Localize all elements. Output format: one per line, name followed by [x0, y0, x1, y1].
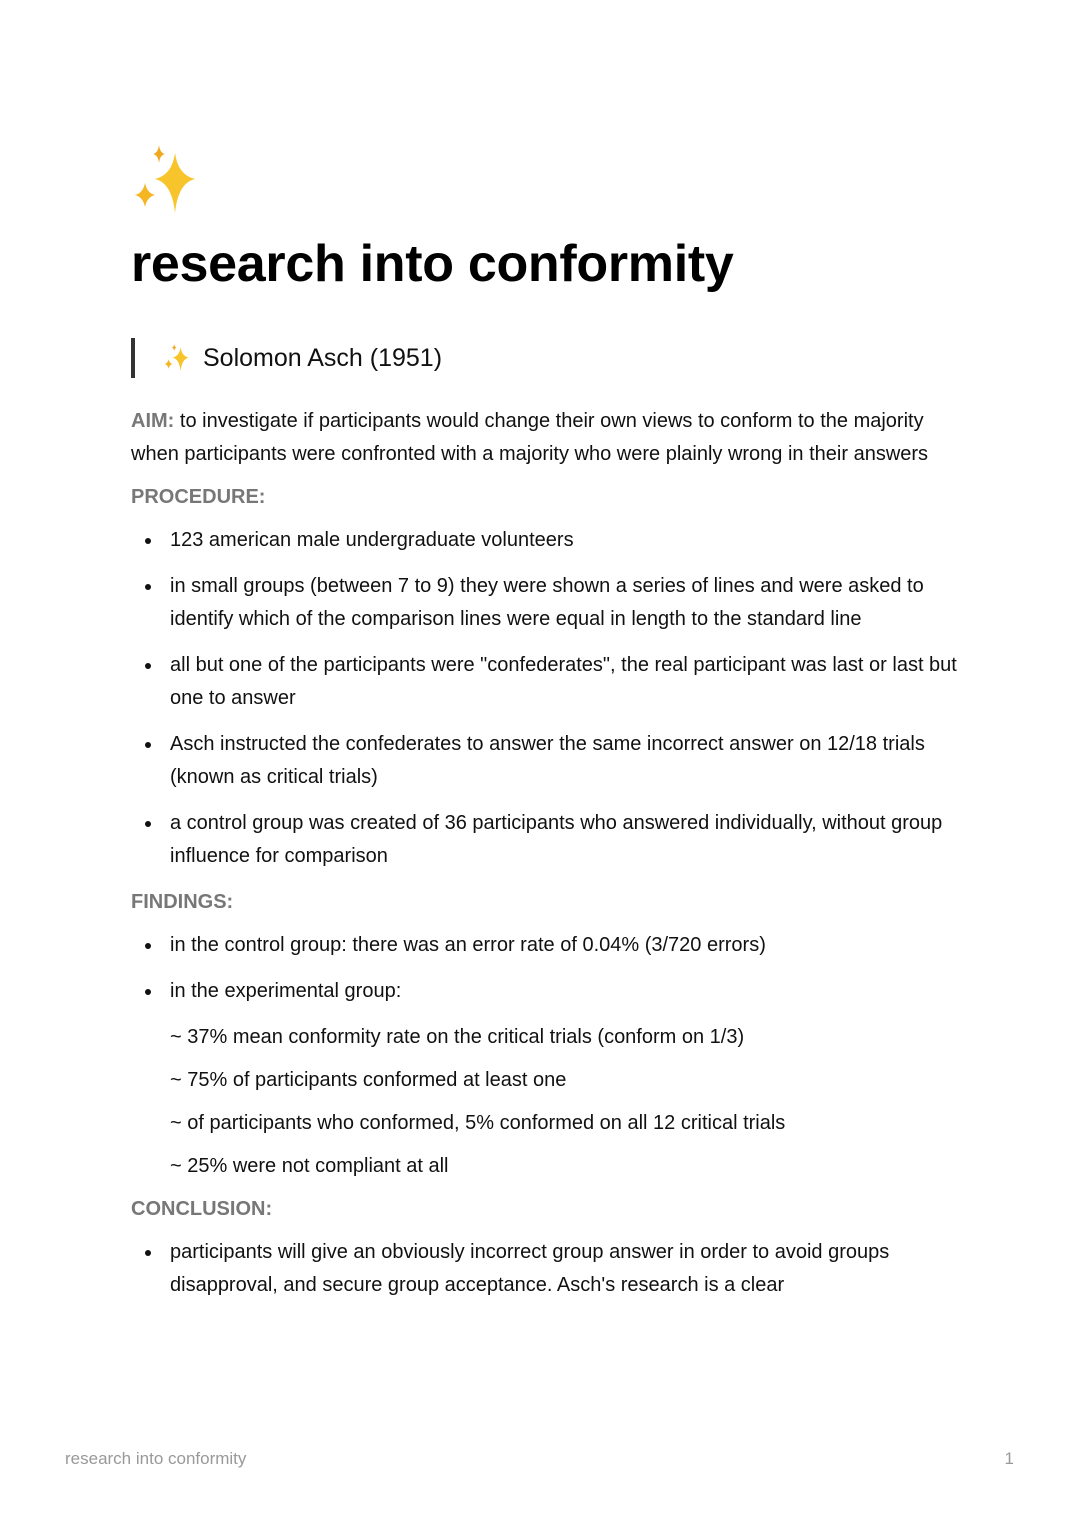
- list-item: all but one of the participants were "confederates", the real participant was last or last but one to answer: [131, 649, 961, 715]
- sub-item: ~ 75% of participants conformed at least one: [170, 1069, 567, 1091]
- footer-page-number: 1: [1004, 1449, 1014, 1468]
- sub-item: ~ of participants who conformed, 5% conformed on all 12 critical trials: [170, 1112, 786, 1134]
- conclusion-label: CONCLUSION:: [131, 1198, 273, 1220]
- procedure-label: PROCEDURE:: [131, 486, 266, 508]
- list-item: in small groups (between 7 to 9) they were shown a series of lines and were asked to identify which of the comparison lines were equal in length to the standard line: [131, 570, 961, 636]
- list-item: Asch instructed the confederates to answer the same incorrect answer on 12/18 trials (known as critical trials): [131, 728, 961, 794]
- sub-item: ~ 25% were not compliant at all: [170, 1155, 449, 1177]
- aim-paragraph: [131, 405, 961, 471]
- sparkles-icon: [163, 343, 195, 373]
- findings-list: [131, 929, 961, 1008]
- aim-text: to investigate if participants would change their own views to conform to the majority when participants were confronted with a majority who were plainly wrong in their answers: [131, 410, 929, 465]
- sub-item: ~ 37% mean conformity rate on the critical trials (conform on 1/3): [170, 1026, 745, 1048]
- callout-text: Solomon Asch (1951): [203, 343, 443, 372]
- list-item: 123 american male undergraduate volunteers: [131, 524, 961, 557]
- callout-heading: [131, 338, 442, 378]
- page-title: research into conformity: [131, 235, 734, 293]
- list-item: a control group was created of 36 participants who answered individually, without group influence for comparison: [131, 807, 961, 873]
- conclusion-list: [131, 1236, 961, 1302]
- findings-label: FINDINGS:: [131, 891, 234, 913]
- footer-doc-title: research into conformity: [65, 1449, 247, 1468]
- document-body: [131, 405, 961, 1315]
- list-item: in the experimental group:: [131, 975, 961, 1008]
- sparkles-icon: [131, 143, 211, 217]
- list-item: in the control group: there was an error rate of 0.04% (3/720 errors): [131, 929, 961, 962]
- procedure-list: [131, 524, 961, 873]
- list-item: participants will give an obviously incorrect group answer in order to avoid groups disapproval, and secure group acceptance. Asch's research is a clear: [131, 1236, 961, 1302]
- aim-label: AIM:: [131, 410, 175, 432]
